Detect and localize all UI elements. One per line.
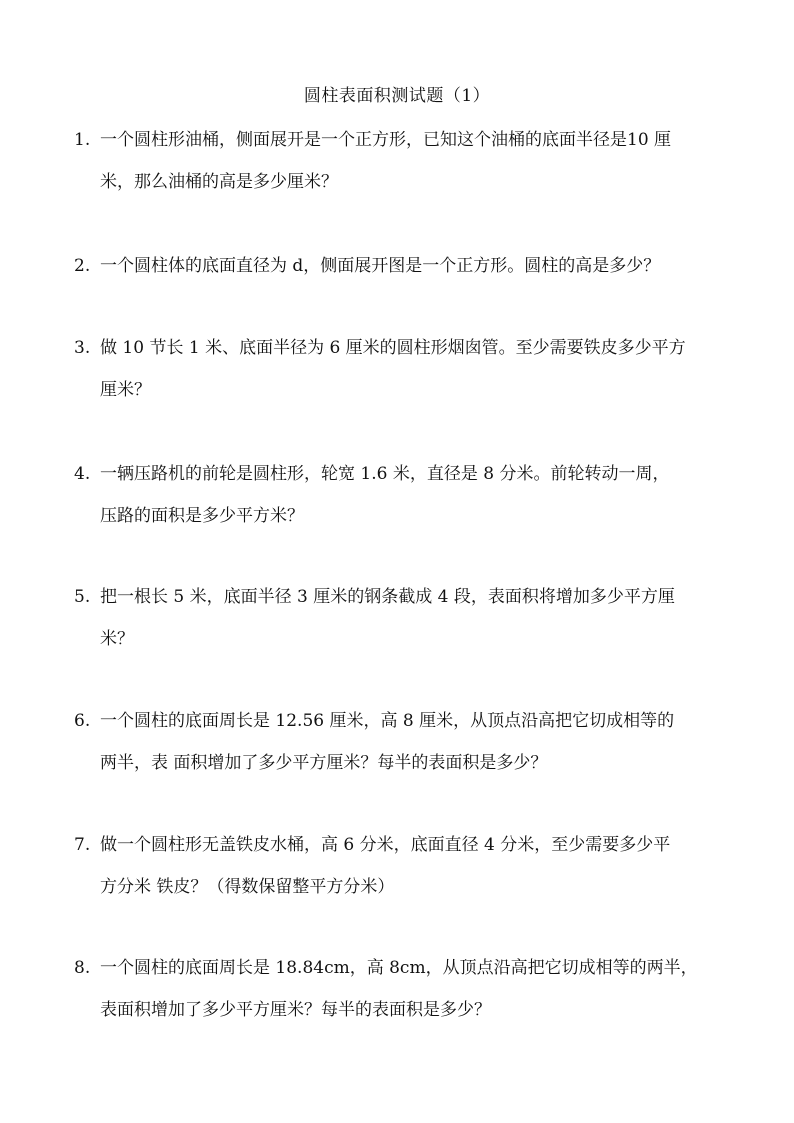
- question-line: 一个圆柱的底面周长是 12.56 厘米，高 8 厘米，从顶点沿高把它切成相等的: [100, 711, 675, 731]
- question-text: [100, 709, 724, 793]
- question-number: 3.: [74, 338, 91, 358]
- question-text: [100, 956, 724, 1040]
- question-line: 做一个圆柱形无盖铁皮水桶，高 6 分米，底面直径 4 分米，至少需要多少平: [100, 835, 671, 855]
- question-line: 压路的面积是多少平方米？: [100, 506, 304, 526]
- question-line: 一个圆柱的底面周长是 18.84cm，高 8cm，从顶点沿高把它切成相等的两半，: [100, 958, 698, 978]
- question-line: 方分米 铁皮？（得数保留整平方分米）: [100, 877, 395, 897]
- question-2: [74, 254, 724, 296]
- question-line: 做 10 节长 1 米、底面半径为 6 厘米的圆柱形烟囱管。至少需要铁皮多少平方: [100, 338, 686, 358]
- question-number: 2.: [74, 256, 91, 276]
- question-line: 厘米？: [100, 380, 151, 400]
- question-1: [74, 128, 724, 212]
- question-number: 8.: [74, 958, 91, 978]
- question-line: 一辆压路机的前轮是圆柱形，轮宽 1.6 米，直径是 8 分米。前轮转动一周，: [100, 464, 670, 484]
- question-number: 4.: [74, 464, 91, 484]
- question-text: [100, 462, 724, 546]
- question-line: 米，那么油桶的高是多少厘米？: [100, 172, 338, 192]
- question-text: [100, 128, 724, 212]
- question-number: 7.: [74, 835, 91, 855]
- question-text: [100, 833, 724, 917]
- question-3: [74, 336, 724, 420]
- question-6: [74, 709, 724, 793]
- question-line: 两半，表 面积增加了多少平方厘米？每半的表面积是多少？: [100, 753, 548, 773]
- question-line: 一个圆柱体的底面直径为 d，侧面展开图是一个正方形。圆柱的高是多少？: [100, 256, 661, 276]
- question-line: 一个圆柱形油桶，侧面展开是一个正方形，已知这个油桶的底面半径是10 厘: [100, 130, 672, 150]
- question-line: 米？: [100, 629, 134, 649]
- question-8: [74, 956, 724, 1040]
- question-number: 6.: [74, 711, 91, 731]
- question-7: [74, 833, 724, 917]
- question-number: 1.: [74, 130, 91, 150]
- question-text: [100, 336, 724, 420]
- page-title: 圆柱表面积测试题（1）: [303, 86, 491, 106]
- question-4: [74, 462, 724, 546]
- question-text: [100, 254, 724, 296]
- question-number: 5.: [74, 587, 91, 607]
- question-line: 把一根长 5 米，底面半径 3 厘米的钢条截成 4 段，表面积将增加多少平方厘: [100, 587, 675, 607]
- question-5: [74, 585, 724, 669]
- question-line: 表面积增加了多少平方厘米？每半的表面积是多少？: [100, 1000, 491, 1020]
- question-text: [100, 585, 724, 669]
